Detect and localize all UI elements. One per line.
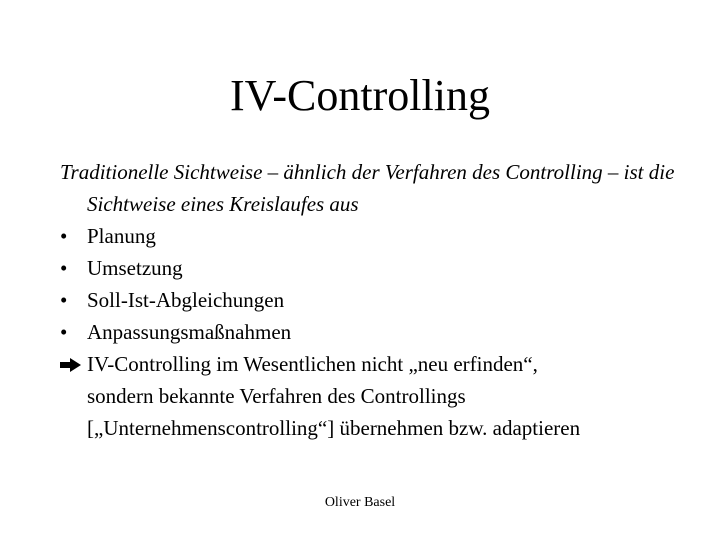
bullet-text: Umsetzung <box>87 256 183 280</box>
slide-title: IV-Controlling <box>230 71 490 120</box>
bullet-list <box>60 220 700 348</box>
right-arrow-icon <box>60 358 81 372</box>
conclusion-line: [„Unternehmenscontrolling“] übernehmen bzw. adaptieren <box>87 416 581 440</box>
bullet-text: Planung <box>87 224 156 248</box>
bullet-text: Anpassungsmaßnahmen <box>87 320 292 344</box>
bullet-marker: • <box>60 288 68 312</box>
bullet-marker: • <box>60 256 68 280</box>
conclusion-line: IV-Controlling im Wesentlichen nicht „neu erfinden“, <box>87 352 538 376</box>
bullet-text: Soll-Ist-Abgleichungen <box>87 288 285 312</box>
list-item <box>60 316 700 348</box>
list-item <box>60 220 700 252</box>
bullet-marker: • <box>60 224 68 248</box>
intro-text: Traditionelle Sichtweise – ähnlich der Verfahren des Controlling – ist die Sichtweise eines Kreislaufes aus <box>60 160 675 216</box>
conclusion <box>60 348 700 444</box>
footer-author: Oliver Basel <box>324 495 396 510</box>
slide-body <box>60 156 700 444</box>
list-item <box>60 284 700 316</box>
list-item <box>60 252 700 284</box>
conclusion-line: sondern bekannte Verfahren des Controllings <box>87 384 466 408</box>
bullet-marker: • <box>60 320 68 344</box>
